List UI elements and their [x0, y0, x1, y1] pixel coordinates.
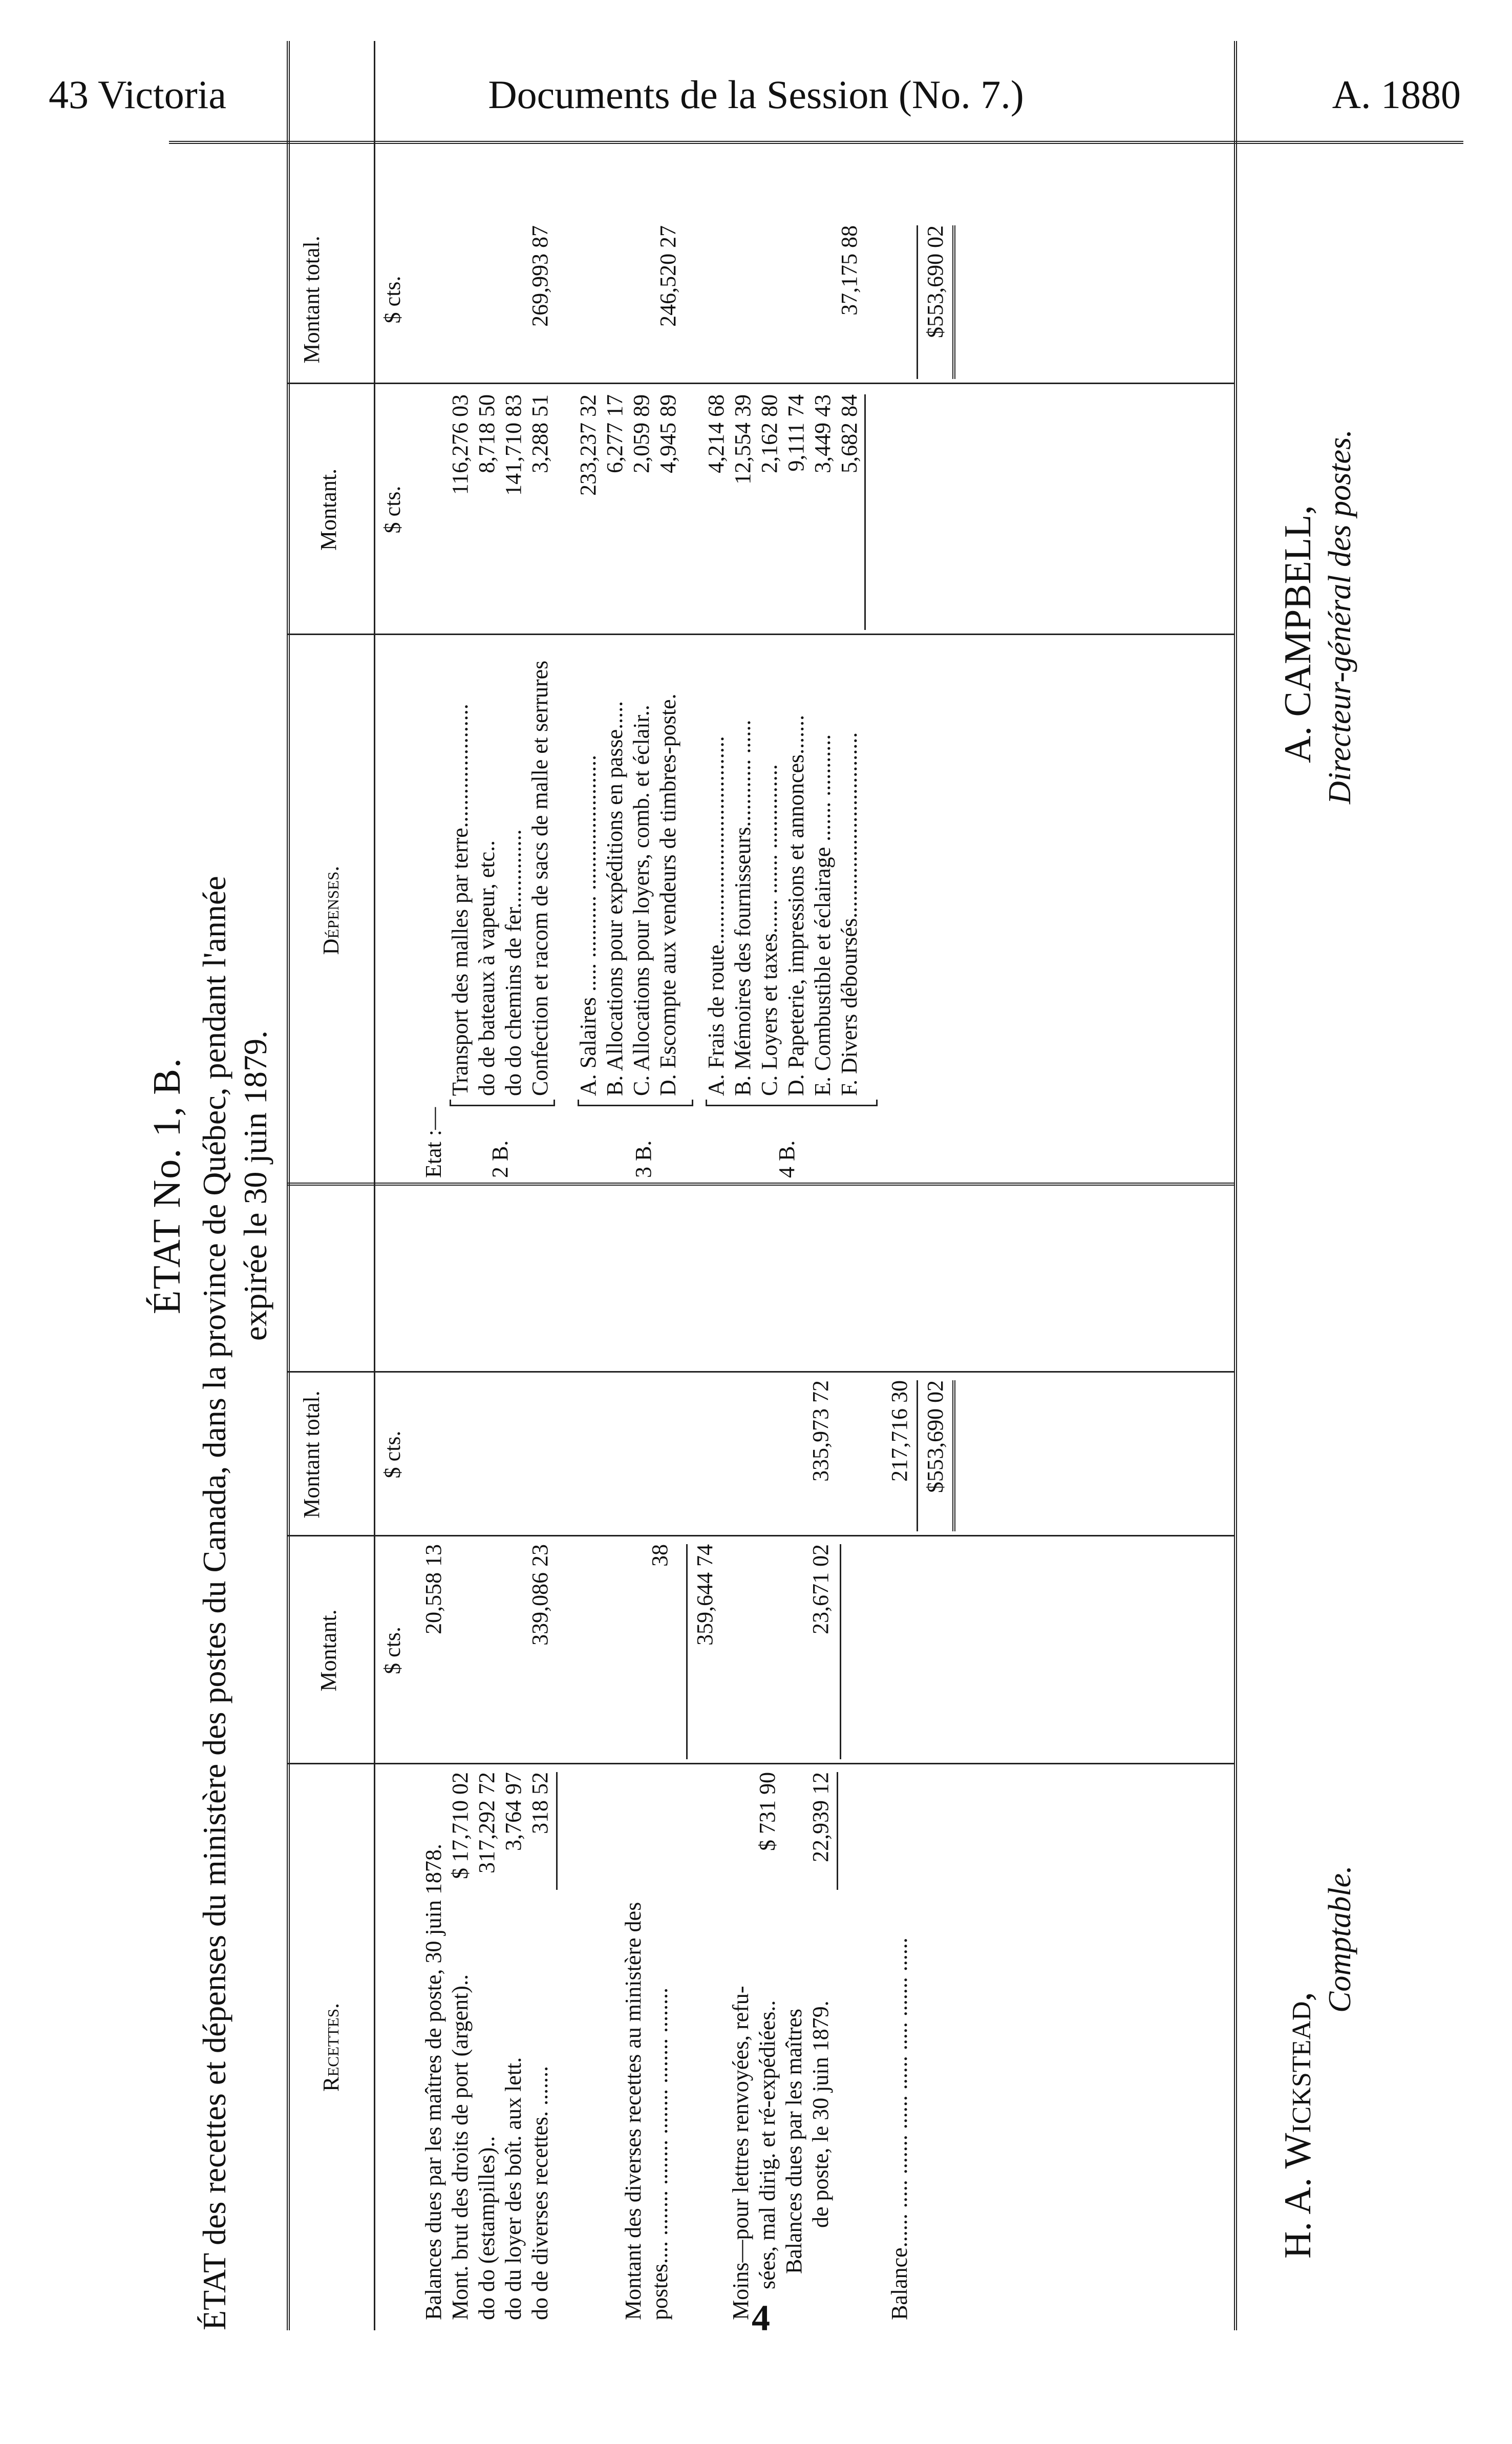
recettes-subamount: 22,939 12: [808, 1772, 833, 1862]
sum-rule: [917, 225, 918, 379]
recettes-line: Balance...... ..... ....... ...... ...... ..... ....... ......: [887, 1937, 912, 2320]
col-sep-total-left: [287, 1371, 1234, 1373]
depense-amount: 9,111 74: [783, 394, 808, 472]
depense-line: B. Mémoires des fournisseurs............ ......: [730, 720, 755, 1096]
signature-right-title: Directeur-général des postes.: [1323, 429, 1357, 804]
etat-label: Etat :—: [421, 1107, 446, 1178]
depense-amount: 4,945 89: [655, 394, 680, 473]
recettes-subamount: $ 731 90: [755, 1772, 780, 1851]
depense-line: E. Combustible et éclairage ....... ...........: [810, 734, 835, 1096]
depense-line: C. Loyers et taxes...... ....... ...............: [757, 764, 782, 1096]
recettes-grand-total: $553,690 02: [923, 1380, 948, 1493]
statement-title-line2: expirée le 30 juin 1879.: [237, 1030, 273, 1341]
recettes-line: do de diverses recettes. .......: [527, 2066, 552, 2320]
group-label-3b: 3 B.: [631, 1140, 656, 1178]
group-label-4b: 4 B.: [774, 1140, 799, 1178]
header-volume: 43 Victoria: [49, 72, 226, 117]
depense-line: do de bateaux à vapeur, etc..: [474, 840, 499, 1096]
col-header-montant-right: Montant.: [316, 468, 341, 551]
depense-line: do do chemins de fer..............: [501, 829, 526, 1096]
recettes-amount: 359,644 74: [692, 1544, 717, 1646]
page-number: 4: [752, 2298, 770, 2338]
recettes-amount: 20,558 13: [421, 1544, 446, 1634]
currency-label-montant-left: $ cts.: [380, 1627, 405, 1674]
depense-line: D. Papeterie, impressions et annonces.......: [783, 714, 808, 1096]
grand-total-rule: [952, 225, 955, 379]
depense-amount: 4,214 68: [704, 394, 729, 473]
depense-amount: 2,059 89: [629, 394, 654, 473]
sum-rule: [686, 1544, 688, 1759]
header-year: A. 1880: [1332, 72, 1461, 117]
depense-amount: 6,277 17: [602, 394, 627, 473]
depense-total: 246,520 27: [655, 225, 680, 327]
sum-rule: [837, 1772, 838, 1890]
depense-line: D. Escompte aux vendeurs de timbres-poste.: [655, 693, 680, 1096]
recettes-subamount: 318 52: [527, 1772, 552, 1834]
depense-amount: 233,237 32: [576, 394, 601, 496]
currency-label-montant-right: $ cts.: [380, 486, 405, 534]
col-header-total-left: Montant total.: [299, 1390, 324, 1519]
depense-line: Transport des malles par terre......................: [448, 704, 473, 1096]
recettes-line: de poste, le 30 juin 1879.: [808, 2000, 833, 2228]
group-brace: [706, 1100, 878, 1106]
depense-line: B. Allocations pour expéditions en passe.....: [602, 701, 627, 1096]
depenses-grand-total: $553,690 02: [923, 225, 948, 338]
col-sep-depenses: [287, 634, 1234, 635]
recettes-total: 335,973 72: [808, 1380, 833, 1482]
depense-amount: 116,276 03: [448, 394, 473, 495]
col-sep-montant-left: [287, 1535, 1234, 1536]
currency-label-total-right: $ cts.: [380, 276, 405, 324]
sum-rule: [864, 394, 866, 630]
signature-right-name: A. CAMPBELL,: [1277, 505, 1319, 763]
recettes-line: Mont. brut des droits de port (argent)..: [448, 1974, 473, 2320]
depense-amount: 12,554 39: [730, 394, 755, 484]
rotated-statement: [133, 41, 1480, 2330]
recettes-subamount: 3,764 97: [501, 1772, 526, 1851]
col-header-montant-left: Montant.: [316, 1609, 341, 1692]
depense-amount: 3,288 51: [527, 394, 552, 473]
recettes-subamount: $ 17,710 02: [448, 1772, 473, 1879]
col-header-recettes: Recettes.: [318, 2003, 344, 2092]
grand-total-rule: [952, 1380, 955, 1531]
col-sep-recettes: [287, 1763, 1234, 1764]
recettes-line: sées, mal dirig. et ré-expédiées..: [755, 2000, 780, 2289]
signature-left-title: Comptable.: [1323, 1865, 1357, 2013]
depense-line: A. Frais de route.....................................: [704, 736, 729, 1096]
depense-amount: 141,710 83: [501, 394, 526, 496]
depense-amount: 3,449 43: [810, 394, 835, 473]
depense-line: A. Salaires ..... ........... ........................: [576, 754, 601, 1096]
col-header-depenses: Dépenses.: [318, 866, 344, 955]
header-row-rule: [374, 41, 375, 2330]
statement-number: ÉTAT No. 1, B.: [145, 1057, 188, 1314]
depense-total: 37,175 88: [837, 225, 862, 315]
col-header-total-right: Montant total.: [299, 236, 324, 364]
table-top-rule: [287, 41, 290, 2330]
signature-left-name: H. A. Wickstead,: [1277, 1992, 1319, 2259]
recettes-subamount: 317,292 72: [474, 1772, 499, 1873]
recettes-amount: 23,671 02: [808, 1544, 833, 1634]
recettes-total: 217,716 30: [887, 1380, 912, 1482]
recettes-line: Balances dues par les maîtres de poste, 30 juin 1878.: [421, 1844, 446, 2320]
group-brace: [578, 1100, 693, 1106]
table-bottom-rule: [1234, 41, 1237, 2330]
depense-amount: 2,162 80: [757, 394, 782, 473]
sum-rule: [917, 1380, 918, 1531]
recettes-amount: 38: [647, 1544, 672, 1567]
depense-amount: 5,682 84: [837, 394, 862, 473]
recettes-line: do do (estampilles)..: [474, 2136, 499, 2320]
sum-rule: [556, 1772, 558, 1890]
depense-total: 269,993 87: [527, 225, 552, 327]
recettes-line: do du loyer des boît. aux lett.: [501, 2057, 526, 2320]
recettes-line: Balances dues par les maîtres: [781, 2008, 806, 2274]
recettes-line: postes.... ........ ........ ........ ........ ........: [647, 1988, 672, 2320]
recettes-line: Moins—pour lettres renvoyées, refu-: [728, 1986, 753, 2320]
col-sep-montant-right: [287, 383, 1234, 384]
depense-line: C. Allocations pour loyers, comb. et éclair..: [629, 705, 654, 1096]
sum-rule: [840, 1544, 841, 1759]
header-document-title: Documents de la Session (No. 7.): [488, 72, 1024, 117]
depense-amount: 8,718 50: [474, 394, 499, 473]
group-label-2b: 2 B.: [487, 1140, 513, 1178]
currency-label-total-left: $ cts.: [380, 1430, 405, 1479]
statement-title-line1: ÉTAT des recettes et dépenses du ministère des postes du Canada, dans la province de Québec, pendant l'année: [196, 876, 232, 2330]
group-brace: [450, 1100, 555, 1106]
recettes-line: Montant des diverses recettes au ministère des: [621, 1902, 646, 2320]
depense-line: Confection et racom de sacs de malle et serrures: [527, 660, 552, 1096]
recettes-amount: 339,086 23: [527, 1544, 552, 1646]
depense-line: F. Divers déboursés.................................: [837, 732, 862, 1096]
center-divider: [287, 1183, 1234, 1186]
